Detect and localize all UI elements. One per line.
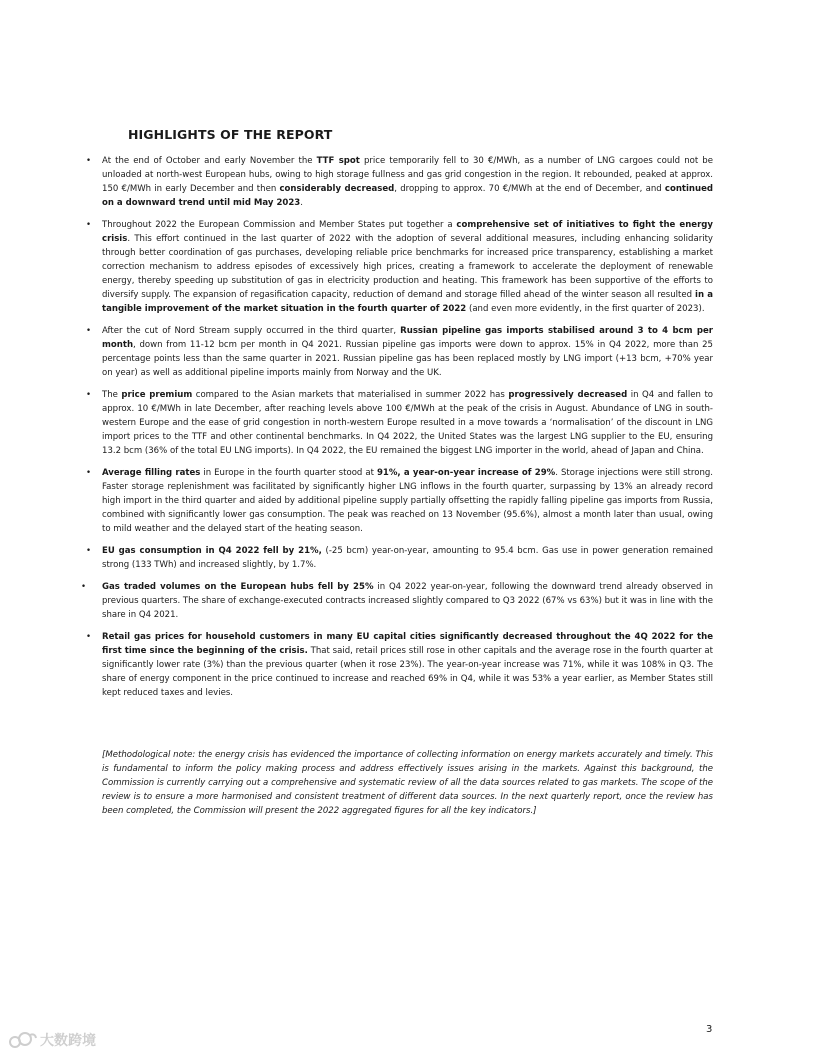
bullet-marker: • bbox=[81, 582, 87, 592]
bold-text: EU gas consumption in Q4 2022 fell by 21%, bbox=[102, 546, 322, 556]
highlight-item bbox=[86, 630, 713, 700]
bold-text: in a tangible improvement of the market situation in the fourth quarter of 2022 bbox=[102, 290, 713, 314]
bold-text: progressively decreased bbox=[508, 390, 628, 400]
body-text: The bbox=[102, 390, 122, 400]
bold-text: considerably decreased bbox=[279, 184, 395, 194]
bold-text: Average filling rates bbox=[102, 468, 201, 478]
watermark-text: 大数跨境 bbox=[40, 1033, 96, 1049]
bullet-marker: • bbox=[86, 156, 92, 166]
bullet-marker: • bbox=[86, 546, 92, 556]
body-text: . Storage injections were still strong. Faster storage replenishment was facilitated by significantly higher LNG inflows in the fourth quarter, surpassing by 13% an already record high import in the third quarter and aided by additional pipeline supply partially offsetting the rapidly falling pipeline gas imports from Russia, combined with significantly lower gas consumption. The peak was reached on 13 November (95.6%), almost a month later than usual, owing to mild weather and the delayed start of the heating season. bbox=[102, 468, 713, 534]
highlights-list bbox=[81, 154, 714, 708]
bold-text: price premium bbox=[121, 390, 193, 400]
bullet-marker: • bbox=[86, 390, 92, 400]
bold-text: continued on a downward trend until mid May 2023 bbox=[102, 184, 713, 208]
bullet-marker: • bbox=[86, 326, 92, 336]
body-text: (and even more evidently, in the first quarter of 2023). bbox=[466, 304, 705, 314]
body-text: , down from 11-12 bcm per month in Q4 2021. Russian pipeline gas imports were down to approx. 15% in Q4 2022, more than 25 percentage points less than the same quarter in 2021. Russian pipeline gas has been replaced mostly by LNG import (+13 bcm, +70% year on year) as well as additional pipeline imports mainly from Norway and the UK. bbox=[102, 340, 713, 378]
highlight-item bbox=[86, 388, 714, 458]
bold-text: Gas traded volumes on the European hubs fell by 25% bbox=[102, 582, 374, 592]
highlight-item bbox=[86, 218, 713, 316]
highlight-item bbox=[86, 466, 713, 536]
body-text: . This effort continued in the last quarter of 2022 with the adoption of several additional measures, including enhancing solidarity through better coordination of gas purchases, developing reliable price benchmarks for increased price transparency, establishing a market correction mechanism to address episodes of excessively high prices, creating a framework to accelerate the deployment of renewable energy, thereby speeding up substitution of gas in electricity production and heating. This framework has been supportive of the efforts to diversify supply. The expansion of regasification capacity, reduction of demand and storage filled ahead of the winter season all resulted bbox=[102, 234, 713, 300]
body-text: . bbox=[300, 198, 303, 208]
bold-text: Russian pipeline gas imports stabilised around 3 to 4 bcm per month bbox=[102, 326, 713, 350]
highlight-item bbox=[86, 544, 713, 572]
highlight-item bbox=[81, 580, 713, 622]
body-text: price temporarily fell to 30 €/MWh, as a number of LNG cargoes could not be unloaded at north-west European hubs, owing to high storage fullness and gas grid congestion in the region. It rebounded, peaked at approx. 150 €/MWh in early December and then bbox=[102, 156, 713, 194]
bold-text: comprehensive set of initiatives to fight the energy crisis bbox=[102, 220, 713, 244]
bullet-marker: • bbox=[86, 220, 92, 230]
body-text: in Q4 and fallen to approx. 10 €/MWh in late December, after reaching levels above 100 €/MWh at the peak of the crisis in August. Abundance of LNG in south-western Europe and the ease of grid congestion in north-western Europe resulted in a move towards a ‘normalisation’ of the discount in LNG import prices to the TTF and other continental benchmarks. In Q4 2022, the United States was the largest LNG supplier to the EU, ensuring 13.2 bcm (36% of the total EU LNG imports). In Q4 2022, the EU remained the biggest LNG importer in the world, ahead of Japan and China. bbox=[102, 390, 714, 456]
body-text: Throughout 2022 the European Commission and Member States put together a bbox=[102, 220, 457, 230]
bold-text: TTF spot bbox=[316, 156, 360, 166]
body-text: That said, retail prices still rose in other capitals and the average rose in the fourth quarter at significantly lower rate (3%) than the previous quarter (when it rose 23%). The year-on-year increase was 71%, while it was 108% in Q3. The share of energy component in the price continued to increase and reached 69% in Q4, while it was 53% a year earlier, as Member States still kept reduced taxes and levies. bbox=[102, 646, 713, 698]
bold-text: 91%, a year-on-year increase of 29% bbox=[376, 468, 556, 478]
page-number: 3 bbox=[706, 1024, 713, 1035]
body-text: After the cut of Nord Stream supply occurred in the third quarter, bbox=[102, 326, 401, 336]
methodological-note: [Methodological note: the energy crisis has evidenced the importance of collecting information on energy markets accurately and timely. This is fundamental to inform the policy making process and address effectively issues arising in the markets. Against this background, the Commission is currently carrying out a comprehensive and systematic review of all the data sources related to gas markets. The scope of the review is to ensure a more harmonised and consistent treatment of different data sources. In the next quarterly report, once the review has been completed, the Commission will present the 2022 aggregated figures for all the key indicators.] bbox=[102, 750, 713, 816]
body-text: compared to the Asian markets that materialised in summer 2022 has bbox=[192, 390, 509, 400]
report-heading: HIGHLIGHTS OF THE REPORT bbox=[128, 127, 333, 142]
highlight-item bbox=[86, 324, 713, 380]
watermark bbox=[8, 1030, 96, 1050]
body-text: in Europe in the fourth quarter stood at bbox=[200, 468, 377, 478]
bold-text: Retail gas prices for household customers in many EU capital cities significantly decreased throughout the 4Q 2022 for the first time since the beginning of the crisis. bbox=[102, 632, 713, 656]
body-text: in Q4 2022 year-on-year, following the downward trend already observed in previous quarters. The share of exchange-executed contracts increased slightly compared to Q3 2022 (67% vs 63%) but it was in line with the share in Q4 2021. bbox=[102, 582, 713, 620]
body-text: (-25 bcm) year-on-year, amounting to 95.4 bcm. Gas use in power generation remained strong (133 TWh) and increased slightly, by 1.7%. bbox=[102, 546, 713, 570]
bullet-marker: • bbox=[86, 468, 92, 478]
body-text: At the end of October and early November the bbox=[102, 156, 317, 166]
body-text: , dropping to approx. 70 €/MWh at the end of December, and bbox=[394, 184, 665, 194]
logo-icon bbox=[8, 1031, 38, 1049]
bullet-marker: • bbox=[86, 632, 92, 642]
highlight-item bbox=[86, 154, 713, 210]
